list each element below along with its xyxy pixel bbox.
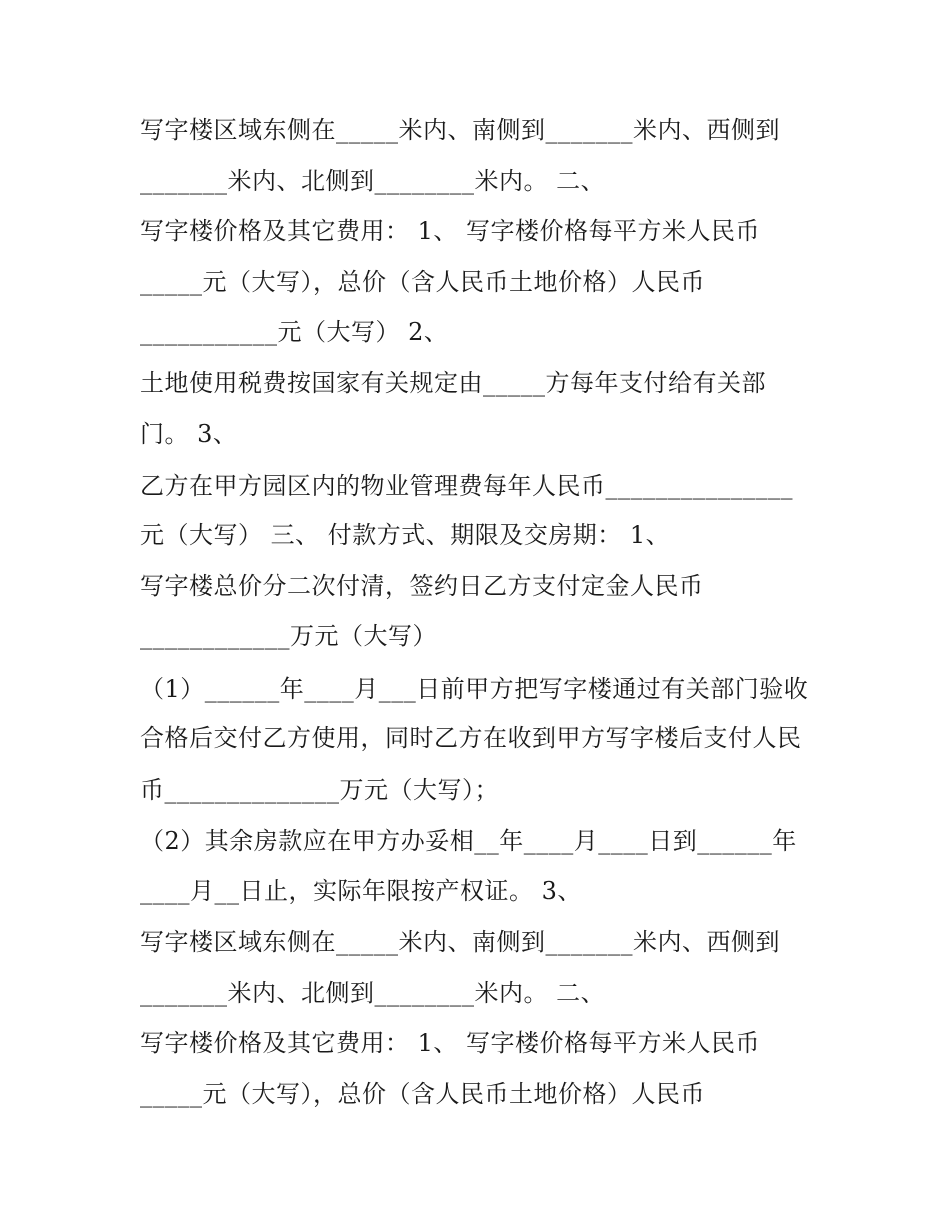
text-line: ___________元（大写） 2、 [140,318,449,346]
text-line: 写字楼价格及其它费用： 1、 写字楼价格每平方米人民币 [140,217,761,245]
text-line: _____元（大写），总价（含人民币土地价格）人民币 [140,1080,705,1108]
text-line: ____月__日止，实际年限按产权证。 3、 [140,877,582,905]
text-line: _______米内、北侧到________米内。 二、 [140,167,606,195]
text-line: 合格后交付乙方使用，同时乙方在收到甲方写字楼后支付人民 [140,724,802,752]
text-line: 写字楼价格及其它费用： 1、 写字楼价格每平方米人民币 [140,1029,761,1057]
text-line: （2）其余房款应在甲方办妥相__年____月____日到______年 [140,827,797,855]
text-line: _____元（大写），总价（含人民币土地价格）人民币 [140,268,705,296]
text-line: （1）______年____月___日前甲方把写字楼通过有关部门验收 [140,675,809,703]
text-line: 写字楼总价分二次付清，签约日乙方支付定金人民币 [140,572,704,600]
text-line: 写字楼区域东侧在_____米内、南侧到_______米内、西侧到 [140,928,780,956]
text-line: 土地使用税费按国家有关规定由_____方每年支付给有关部 [140,369,766,397]
text-line: 门。 3、 [140,420,238,448]
text-line: 元（大写） 三、 付款方式、期限及交房期： 1、 [140,521,671,549]
text-line: ____________万元（大写） [140,622,437,650]
text-line: 币______________万元（大写）； [140,776,499,804]
text-line: _______米内、北侧到________米内。 二、 [140,979,606,1007]
text-line: 写字楼区域东侧在_____米内、南侧到_______米内、西侧到 [140,116,780,144]
text-line: 乙方在甲方园区内的物业管理费每年人民币_______________ [140,472,793,500]
